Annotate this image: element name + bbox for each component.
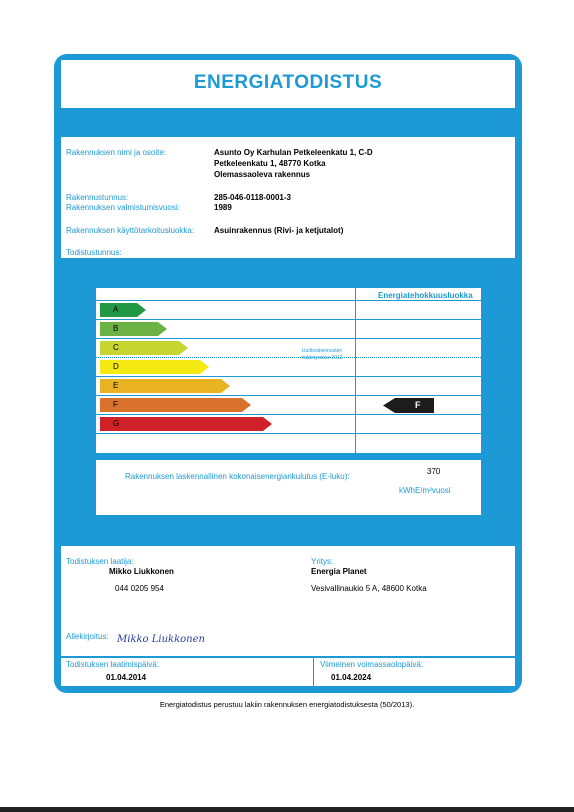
energy-class-arrow-icon [100,398,253,412]
company-address: Vesivallinaukio 5 A, 48600 Kotka [311,584,427,593]
company-name: Energia Planet [311,567,367,576]
new-building-note-line-2: määräystaso 2012 [301,355,343,361]
building-id-label: Rakennustunnus: [66,193,129,202]
building-name-line-2: Petkeleenkatu 1, 48770 Kotka [214,159,326,168]
signature: Mikko Liukkonen [117,634,205,645]
energy-class-label: G [113,419,120,428]
valid-date: 01.04.2024 [331,673,372,682]
energy-class-label: D [113,362,119,371]
legal-footer: Energiatodistus perustuu lakiin rakennuksen energiatodistuksesta (50/2013). [159,700,415,709]
energy-class-a [100,303,148,317]
eluku-value: 370 [427,467,441,476]
building-name-line-3: Olemassaoleva rakennus [214,170,311,179]
issuer-label: Todistuksen laatija: [66,557,134,566]
issued-date: 01.04.2014 [106,673,147,682]
rating-value: F [415,400,421,410]
energy-class-label: A [113,305,119,314]
building-use-label: Rakennuksen käyttötarkoitusluokka: [66,226,195,235]
rating-arrow-icon [383,398,434,413]
eluku-unit: kWhE/m²vuosi [399,486,451,495]
issuer-name: Mikko Liukkonen [109,567,174,576]
new-building-note-line-1: Uudisrakennusten [301,348,343,354]
building-id-value: 285-046-0118-0001-3 [214,193,291,202]
energy-class-label: C [113,343,119,352]
company-label: Yritys: [311,557,334,566]
energy-class-label: B [113,324,119,333]
page-bottom-border [0,807,574,812]
certificate-id-label: Todistustunnus: [66,248,122,257]
signature-label: Allekirjoitus: [66,632,109,641]
energy-class-arrow-icon [100,303,148,317]
energy-class-f [100,398,253,412]
energy-class-b [100,322,169,336]
rating-marker [383,398,434,413]
new-building-level-line [96,357,481,358]
valid-date-label: Viimeinen voimassaolopäivä: [320,660,424,669]
energy-class-header: Energiatehokkuusluokka [378,291,473,300]
new-building-note [290,348,354,362]
eluku-label: Rakennuksen laskennallinen kokonaisenergiankulutus (E-luku): [125,472,350,481]
energy-class-c [100,341,190,355]
issuer-phone: 044 0205 954 [115,584,164,593]
energy-class-label: E [113,381,119,390]
building-year-value: 1989 [214,203,232,212]
energy-class-arrow-icon [100,379,232,393]
building-use-value: Asuinrakennus (Rivi- ja ketjutalot) [214,226,344,235]
building-year-label: Rakennuksen valmistumisvuosi: [66,203,180,212]
building-name-line-1: Asunto Oy Karhulan Petkeleenkatu 1, C-D [214,148,373,157]
energy-class-label: F [113,400,118,409]
energy-class-d [100,360,211,374]
energy-class-e [100,379,232,393]
building-name-label: Rakennuksen nimi ja osoite: [66,148,167,157]
energy-class-g [100,417,274,431]
issued-date-label: Todistuksen laatimispäivä: [66,660,159,669]
page-title: ENERGIATODISTUS [61,60,515,108]
energy-class-arrow-icon [100,322,169,336]
energy-class-arrow-icon [100,417,274,431]
